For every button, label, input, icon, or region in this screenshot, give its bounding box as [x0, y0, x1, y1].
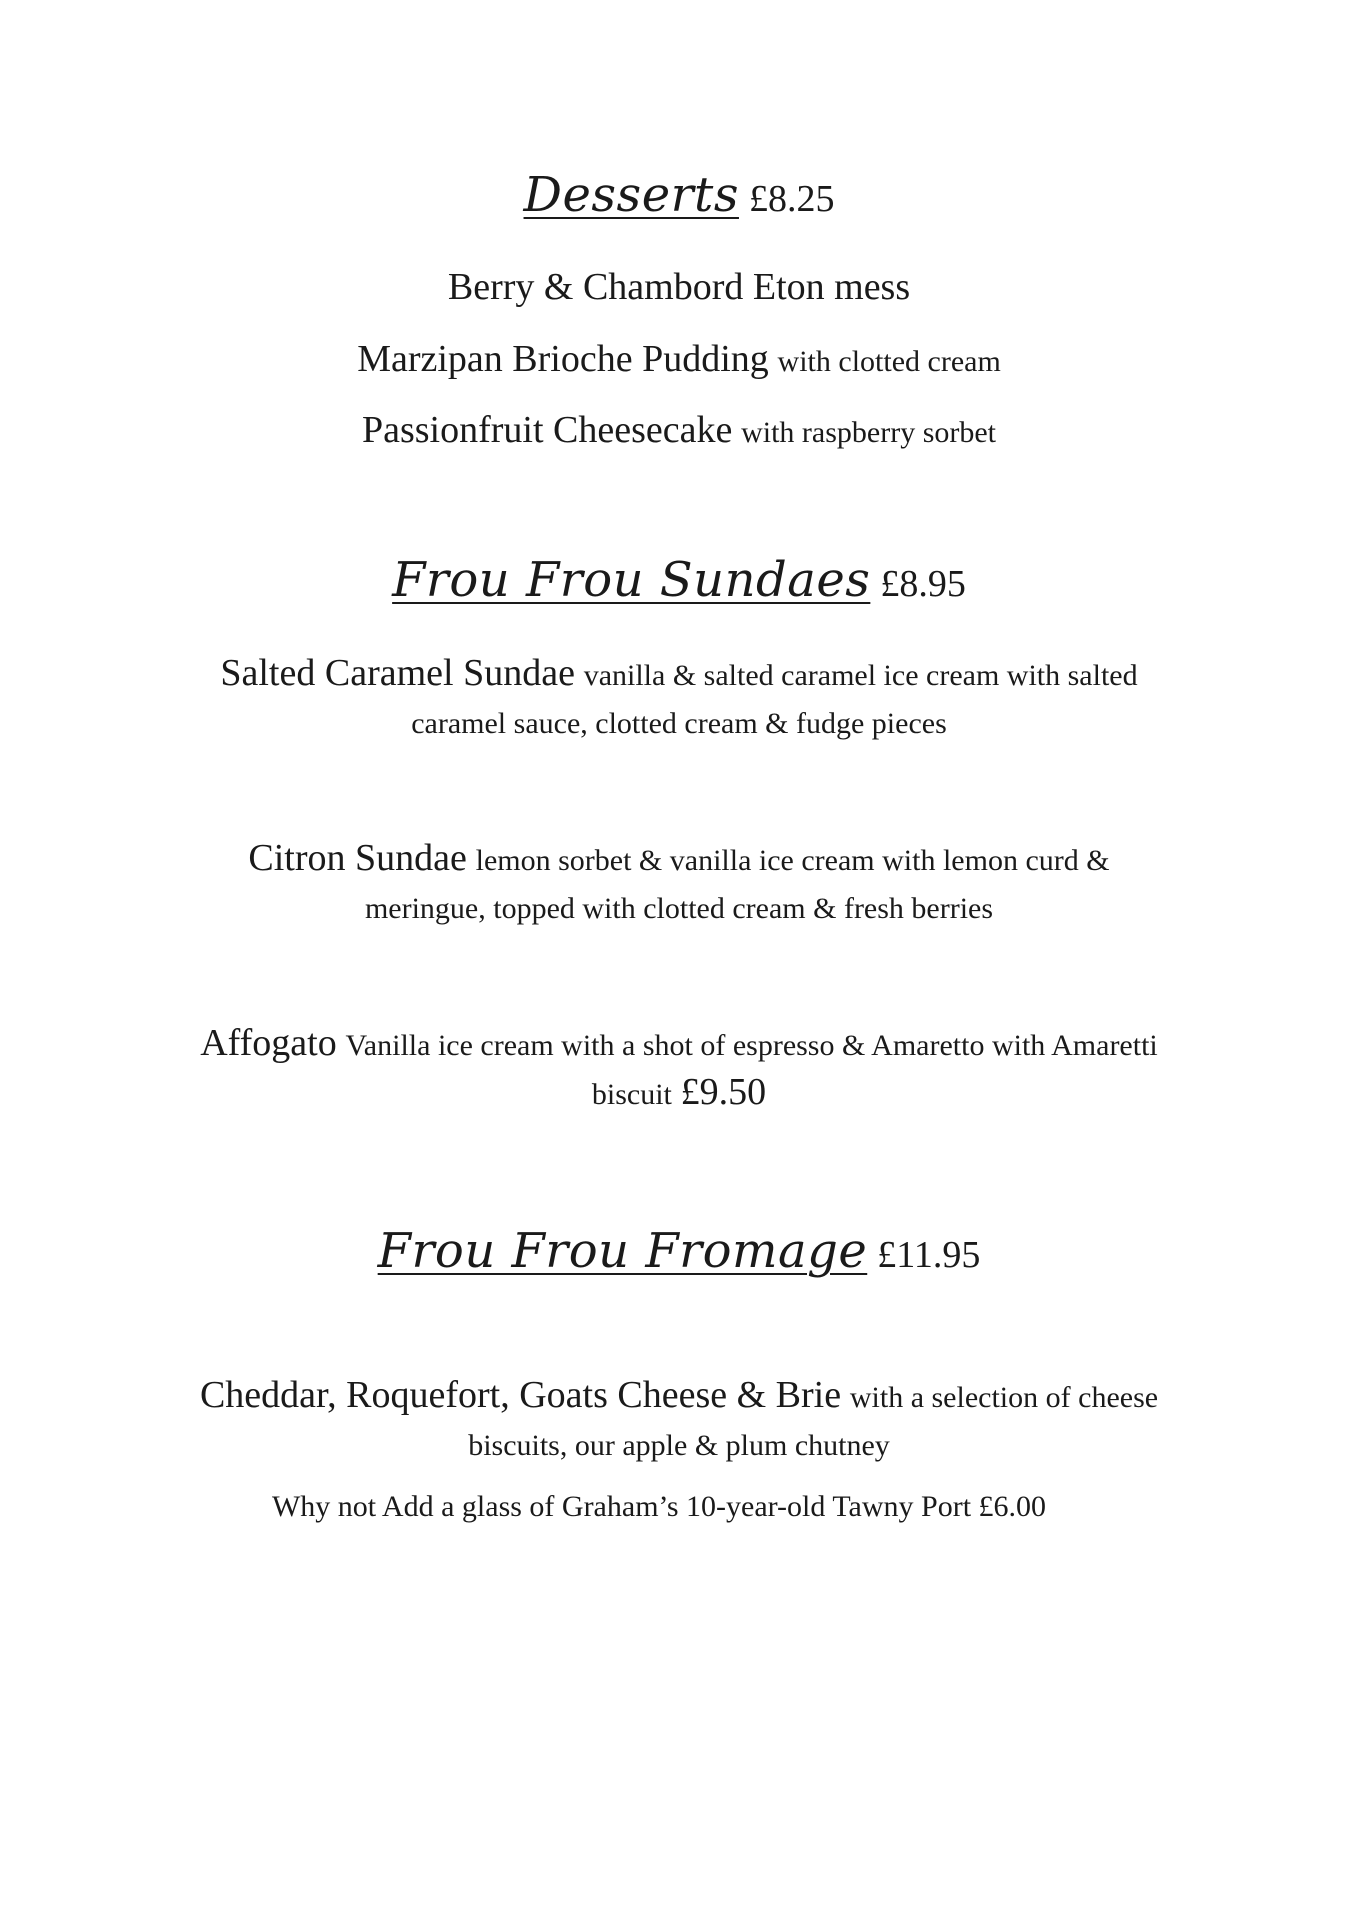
item-desc-continued: biscuit — [591, 1078, 672, 1111]
fromage-item — [0, 1372, 1358, 1469]
desserts-heading — [0, 167, 1358, 224]
desserts-price: £8.25 — [748, 178, 835, 220]
sundaes-title: Frou Frou Sundaes — [392, 552, 871, 608]
sundae-item — [0, 650, 1358, 747]
item-desc: Vanilla ice cream with a shot of espresso & Amaretto with Amaretti — [345, 1029, 1158, 1062]
item-desc-continued: biscuits, our apple & plum chutney — [468, 1429, 890, 1462]
port-suggestion: Why not Add a glass of Graham’s 10-year-old Tawny Port £6.00 — [271, 1490, 1047, 1523]
item-name: Affogato — [200, 1022, 337, 1064]
fromage-title: Frou Frou Fromage — [377, 1223, 868, 1279]
item-name: Marzipan Brioche Pudding — [357, 338, 769, 380]
item-name: Cheddar, Roquefort, Goats Cheese & Brie — [199, 1374, 842, 1416]
desserts-title: Desserts — [523, 167, 739, 223]
sundaes-price: £8.95 — [880, 563, 966, 605]
item-name: Salted Caramel Sundae — [220, 652, 575, 694]
sundae-item — [0, 835, 1358, 932]
sundaes-heading — [0, 552, 1358, 609]
item-desc: lemon sorbet & vanilla ice cream with lemon curd & — [475, 844, 1110, 877]
sundae-item — [0, 1020, 1358, 1118]
item-name: Citron Sundae — [248, 837, 467, 879]
dessert-item — [0, 407, 1358, 456]
item-price: £9.50 — [680, 1071, 767, 1113]
fromage-price: £11.95 — [877, 1234, 981, 1276]
item-desc-continued: meringue, topped with clotted cream & fresh berries — [364, 892, 994, 925]
item-name: Passionfruit Cheesecake — [361, 409, 733, 451]
item-desc: vanilla & salted caramel ice cream with salted — [583, 659, 1138, 692]
fromage-heading — [0, 1223, 1358, 1280]
item-desc-continued: caramel sauce, clotted cream & fudge pieces — [411, 707, 947, 740]
item-desc: with raspberry sorbet — [741, 416, 997, 449]
item-name: Berry & Chambord Eton mess — [447, 266, 911, 308]
dessert-item — [0, 336, 1358, 385]
item-desc: with clotted cream — [777, 345, 1001, 378]
item-desc: with a selection of cheese — [849, 1381, 1159, 1414]
dessert-item — [0, 264, 1358, 311]
